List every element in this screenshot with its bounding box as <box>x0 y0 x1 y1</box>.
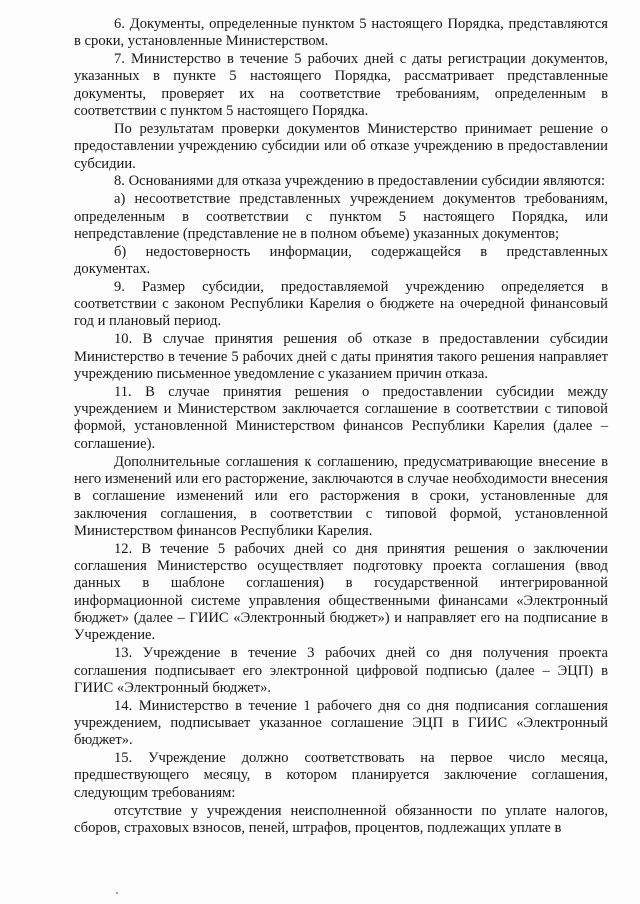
paragraph-7: 7. Министерство в течение 5 рабочих дней с даты регистрации документов, указанных в пункте 5 настоящего Порядка, рассматривает представленные документы, проверяет их на соответствие требованиям, определенным в соответствии с пунктом 5 настоящего Порядка. <box>74 51 608 120</box>
paragraph-8: 8. Основаниями для отказа учреждению в предоставлении субсидии являются: <box>114 173 606 190</box>
paragraph-8-b: б) недостоверность информации, содержащейся в представленных документах. <box>74 243 608 277</box>
paragraph-8-a: а) несоответствие представленных учреждением документов требованиям, определенным в соответствии с пунктом 5 настоящего Порядка, или непредставление (представление не в полном объеме) указанных документов; <box>74 191 608 242</box>
paragraph-15-requirement: отсутствие у учреждения неисполненной обязанности по уплате налогов, сборов, страховых взносов, пеней, штрафов, процентов, подлежащих уплате в <box>74 802 608 836</box>
paragraph-14: 14. Министерство в течение 1 рабочего дня со дня подписания соглашения учреждением, подписывает указанное соглашение ЭЦП в ГИИС «Электронный бюджет». <box>74 697 608 749</box>
paragraph-12: 12. В течение 5 рабочих дней со дня принятия решения о заключении соглашения Министерство осуществляет подготовку проекта соглашения (ввод данных в шаблоне соглашения) в государственной интегрированной информационной системе управления общественными финансами «Электронный бюджет» (далее – ГИИС «Электронный бюджет») и направляет его на подписание в Учреждение. <box>74 540 608 644</box>
paragraph-9: 9. Размер субсидии, предоставляемой учреждению определяется в соответствии с законом Республики Карелия о бюджете на очередной финансовый год и плановый период. <box>74 278 608 330</box>
paragraph-13: 13. Учреждение в течение 3 рабочих дней со дня получения проекта соглашения подписывает его электронной цифровой подписью (далее – ЭЦП) в ГИИС «Электронный бюджет». <box>74 645 608 696</box>
paragraph-11: 11. В случае принятия решения о предоставлении субсидии между учреждением и Министерством заключается соглашение в соответствии с типовой формой, установленной Министерством финансов Республики Карелия (далее – соглашение). <box>74 383 608 452</box>
paragraph-6: 6. Документы, определенные пунктом 5 настоящего Порядка, представляются в сроки, установленные Министерством. <box>74 16 608 50</box>
paragraph-11-additional: Дополнительные соглашения к соглашению, предусматривающие внесение в него изменений или его расторжение, заключаются в случае необходимости внесения в соглашение изменений или его расторжения в сроки, установленные для заключения соглашения, в соответствии с типовой формой, установленной Министерством финансов Республики Карелия. <box>74 453 608 539</box>
paragraph-10: 10. В случае принятия решения об отказе в предоставлении субсидии Министерство в течение 5 рабочих дней с даты принятия такого решения направляет учреждению письменное уведомление с указанием причин отказа. <box>74 331 608 382</box>
document-body <box>74 16 608 838</box>
paragraph-7-result: По результатам проверки документов Министерство принимает решение о предоставлении учреждению субсидии или об отказе учреждению в предоставлении субсидии. <box>74 120 608 172</box>
scan-speck <box>116 892 118 894</box>
paragraph-15: 15. Учреждение должно соответствовать на первое число месяца, предшествующего месяцу, в котором планируется заключение соглашения, следующим требованиям: <box>74 750 608 801</box>
